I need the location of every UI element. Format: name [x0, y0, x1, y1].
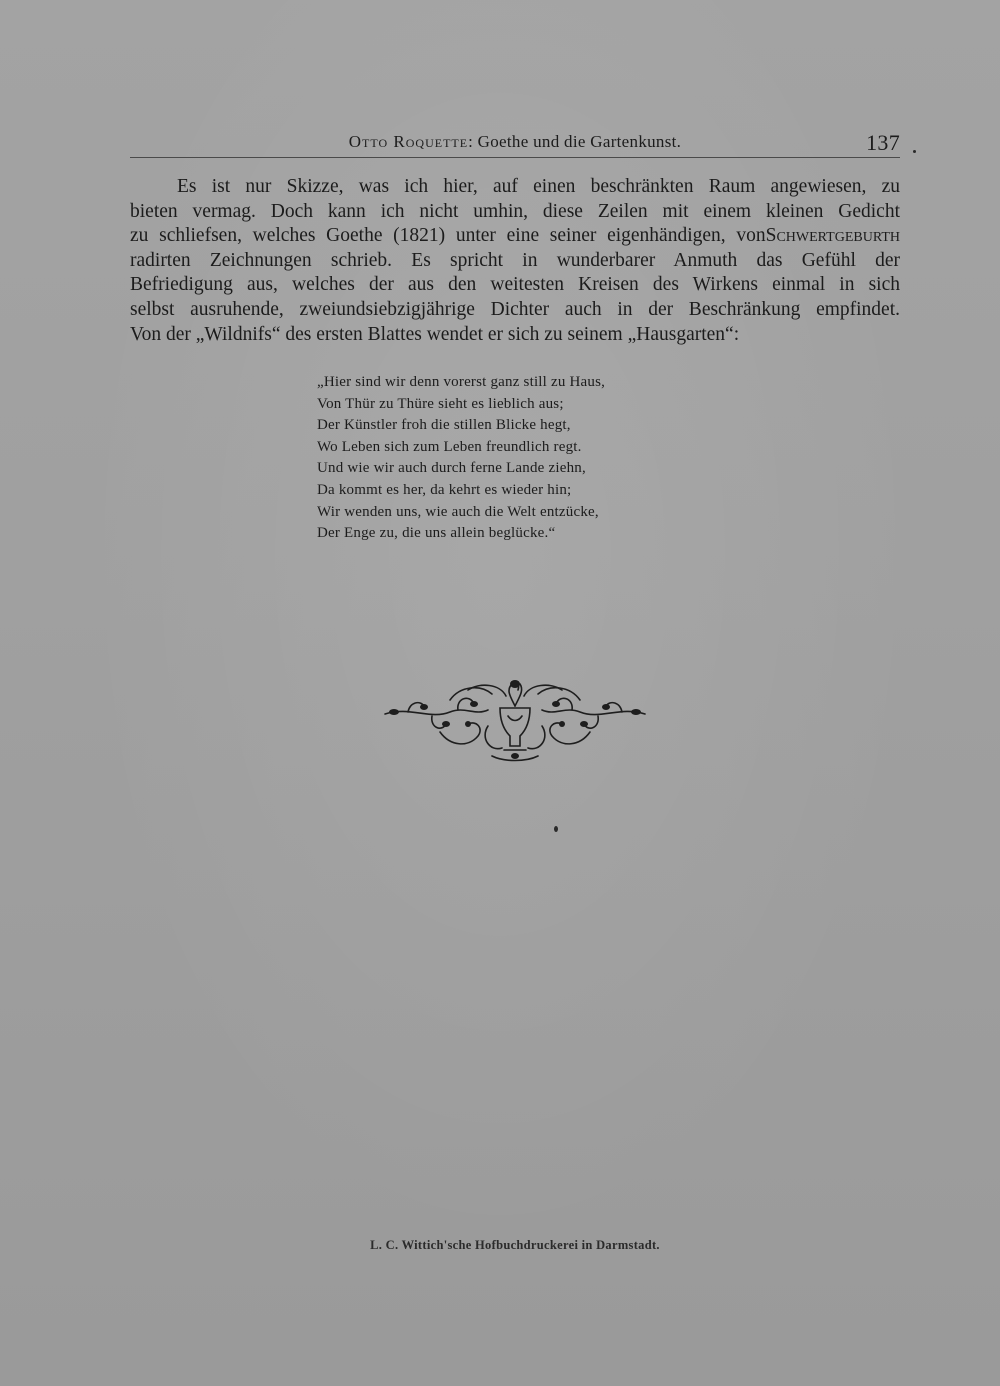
- poem-quotation: [317, 372, 717, 545]
- running-head-colon: :: [468, 132, 478, 151]
- ink-speck: [913, 150, 916, 153]
- poem-verse: Der Enge zu, die uns allein beglücke.“: [317, 525, 556, 542]
- paragraph-line-with-name: [130, 224, 900, 249]
- paragraph-line: Von der „Wildnifs“ des ersten Blattes wendet er sich zu seinem „Hausgarten“:: [130, 323, 740, 345]
- paragraph-line: selbst ausruhende, zweiundsiebzigjährige Dichter auch in der Beschränkung empfindet.: [130, 298, 900, 320]
- poem-verse: „Hier sind wir denn vorerst ganz still zu Haus,: [317, 374, 606, 390]
- poem-verse: Wir wenden uns, wie auch die Welt entzücke,: [317, 503, 599, 520]
- body-paragraph: [130, 175, 900, 347]
- poem-verse: Von Thür zu Thüre sieht es lieblich aus;: [317, 395, 564, 412]
- printer-colophon: L. C. Wittich'sche Hofbuchdruckerei in Darmstadt.: [370, 1238, 660, 1252]
- paragraph-line: Es ist nur Skizze, was ich hier, auf einen beschränkten Raum angewiesen, zu: [177, 176, 900, 197]
- poem-verse: Da kommt es her, da kehrt es wieder hin;: [317, 481, 572, 498]
- paragraph-line: Befriedigung aus, welches der aus den weitesten Kreisen des Wirkens einmal in sich: [130, 274, 900, 296]
- ink-speck: [554, 826, 558, 832]
- paragraph-line: radirten Zeichnungen schrieb. Es spricht in wunderbarer Anmuth das Gefühl der: [130, 249, 900, 271]
- paragraph-line: bieten vermag. Doch kann ich nicht umhin, diese Zeilen mit einem kleinen Gedicht: [130, 200, 900, 222]
- running-head-author: Otto Roquette: [348, 132, 469, 151]
- poem-verse: Wo Leben sich zum Leben freundlich regt.: [317, 438, 582, 455]
- page-number: 137: [866, 130, 900, 155]
- poem-verse: Und wie wir auch durch ferne Lande ziehn,: [317, 460, 586, 477]
- running-title: [130, 132, 900, 152]
- header-rule: [130, 157, 900, 158]
- running-head: [130, 130, 900, 158]
- running-head-title: Goethe und die Gartenkunst.: [477, 132, 682, 151]
- artist-name: Schwertgeburth: [765, 225, 900, 247]
- paragraph-line-text: zu schliefsen, welches Goethe (1821) unter eine seiner eigenhändigen, von: [130, 225, 766, 247]
- poem-verse: Der Künstler froh die stillen Blicke hegt,: [317, 417, 571, 434]
- floral-vignette-icon: [380, 676, 650, 766]
